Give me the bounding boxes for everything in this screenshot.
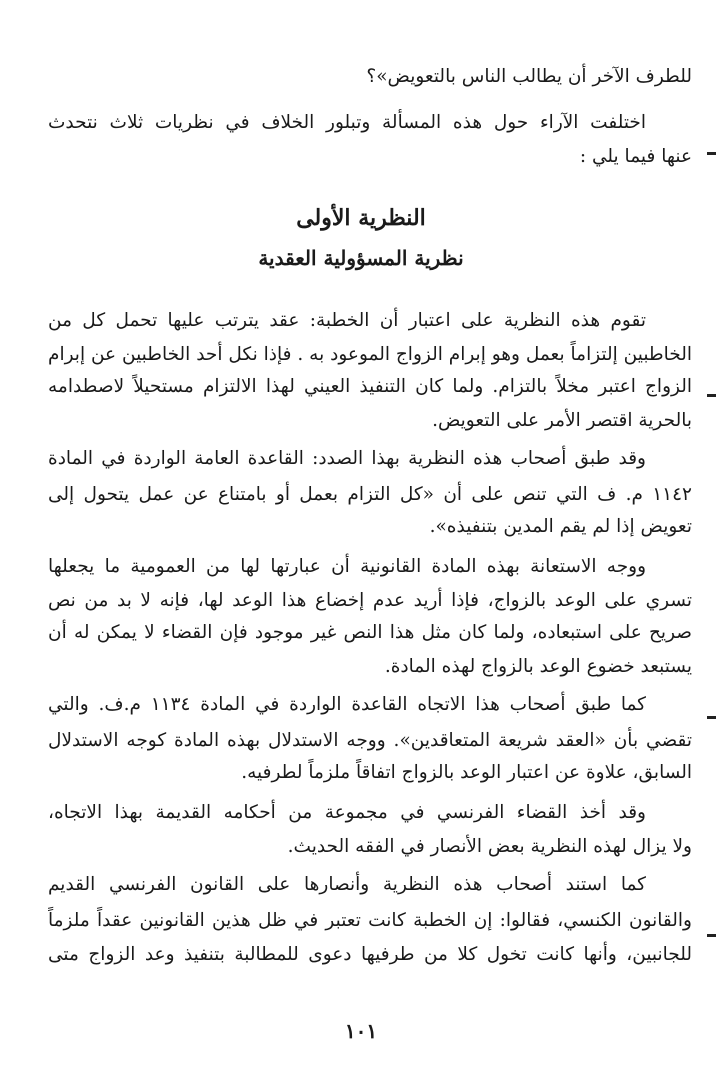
page-number: ١٠١	[344, 1019, 378, 1043]
text-line: صريح على استبعاده، ولما كان مثل هذا النص غير موجود فإن القضاء لا يمكن له أن	[48, 622, 692, 643]
text-line: السابق، علاوة عن اعتبار الوعد بالزواج اتفاقاً ملزماً لطرفيه.	[241, 762, 692, 783]
text-line: اختلفت الآراء حول هذه المسألة وتبلور الخلاف في نظريات ثلاث نتحدث	[48, 112, 646, 133]
text-line: ولا يزال لهذه النظرية بعض الأنصار في الفقه الحديث.	[287, 836, 692, 857]
text-line: تسري على الوعد بالزواج، فإذا أريد عدم إخضاع هذا الوعد لها، فإنه لا بد من نص	[48, 590, 692, 611]
text-line: عنها فيما يلي :	[579, 146, 692, 167]
margin-mark	[707, 152, 716, 155]
text-line: ووجه الاستعانة بهذه المادة القانونية أن عبارتها لها من العمومية ما يجعلها	[48, 556, 646, 577]
section-subheading: نظرية المسؤولية العقدية	[258, 246, 464, 270]
text-line: كما طبق أصحاب هذا الاتجاه القاعدة الواردة في المادة ١١٣٤ م.ف. والتي	[48, 694, 646, 715]
text-line: بالحرية اقتصر الأمر على التعويض.	[432, 410, 692, 431]
text-line: تقوم هذه النظرية على اعتبار أن الخطبة: عقد يترتب عليها تحمل كل من	[48, 310, 646, 331]
text-line: للطرف الآخر أن يطالب الناس بالتعويض»؟	[366, 66, 692, 87]
text-line: تقضي بأن «العقد شريعة المتعاقدين». ووجه الاستدلال بهذه المادة كوجه الاستدلال	[48, 730, 692, 751]
text-line: الزواج اعتبر مخلاً بالتزام. ولما كان التنفيذ العيني لهذا الالتزام مستحيلاً لاصطدامه	[48, 376, 692, 397]
section-heading: النظرية الأولى	[296, 205, 426, 231]
text-line: الخاطبين إلتزاماً بعمل وهو إبرام الزواج الموعود به . فإذا نكل أحد الخاطبين عن إبرام	[48, 344, 692, 365]
text-line: للجانبين، وأنها كانت تخول كلا من طرفيها دعوى للمطالبة بتنفيذ وعد الزواج متى	[48, 944, 692, 965]
margin-mark	[707, 934, 716, 937]
text-line: والقانون الكنسي، فقالوا: إن الخطبة كانت تعتبر في ظل هذين القانونين عقداً ملزماً	[48, 910, 692, 931]
text-line: وقد أخذ القضاء الفرنسي في مجموعة من أحكامه القديمة بهذا الاتجاه،	[48, 802, 646, 823]
text-line: ١١٤٢ م. ف التي تنص على أن «كل التزام بعمل أو بامتناع عن عمل يتحول إلى	[48, 484, 692, 505]
text-line: يستبعد خضوع الوعد بالزواج لهذه المادة.	[384, 656, 692, 677]
margin-mark	[707, 716, 716, 719]
margin-mark	[707, 394, 716, 397]
text-line: كما استند أصحاب هذه النظرية وأنصارها على القانون الفرنسي القديم	[48, 874, 646, 895]
text-line: تعويض إذا لم يقم المدين بتنفيذه».	[429, 516, 692, 537]
text-line: وقد طبق أصحاب هذه النظرية بهذا الصدد: القاعدة العامة الواردة في المادة	[48, 448, 646, 469]
